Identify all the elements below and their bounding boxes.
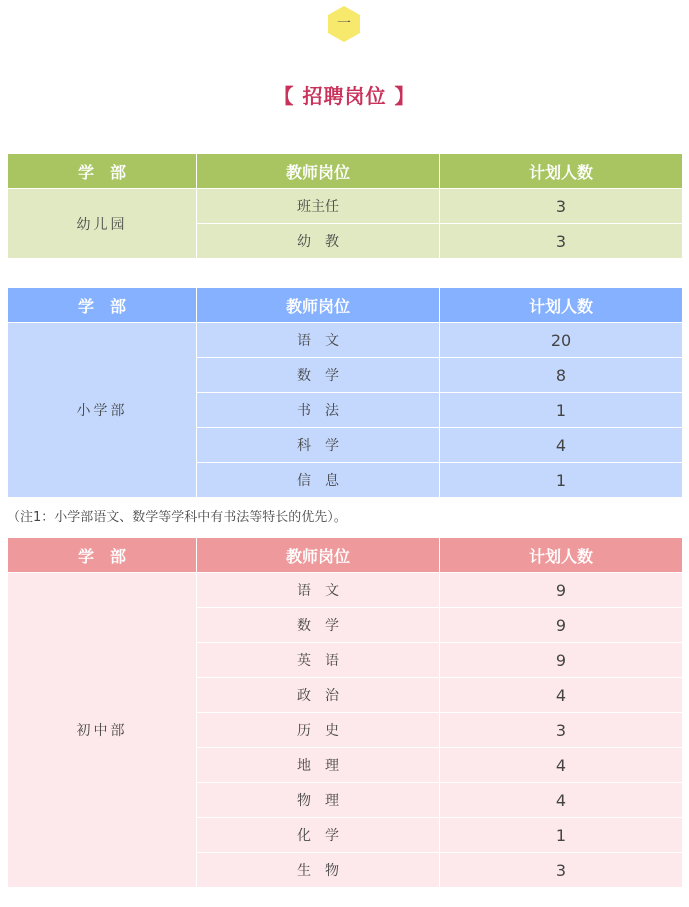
header-position: 教师岗位: [197, 288, 440, 323]
table-row: [8, 573, 683, 608]
count-cell: 9: [440, 573, 683, 608]
table-row: [8, 189, 683, 224]
footnote: （注1：小学部语文、数学等学科中有书法等特长的优先）。: [7, 510, 347, 525]
count-cell: 4: [440, 783, 683, 818]
header-count: 计划人数: [440, 288, 683, 323]
position-cell: 数 学: [197, 358, 440, 393]
count-cell: 3: [440, 853, 683, 888]
count-cell: 4: [440, 428, 683, 463]
header-count: 计划人数: [440, 538, 683, 573]
count-cell: 1: [440, 393, 683, 428]
position-cell: 信 息: [197, 463, 440, 498]
primary-school-table: [7, 287, 683, 498]
count-cell: 4: [440, 748, 683, 783]
junior-high-table: [7, 537, 683, 888]
position-cell: 语 文: [197, 573, 440, 608]
header-position: 教师岗位: [197, 154, 440, 189]
header-dept: 学 部: [8, 288, 197, 323]
dept-cell: 初中部: [8, 573, 197, 888]
position-cell: 英 语: [197, 643, 440, 678]
position-cell: 化 学: [197, 818, 440, 853]
position-cell: 生 物: [197, 853, 440, 888]
badge-number: 一: [337, 16, 351, 32]
position-cell: 幼 教: [197, 224, 440, 259]
position-cell: 数 学: [197, 608, 440, 643]
position-cell: 班主任: [197, 189, 440, 224]
count-cell: 1: [440, 818, 683, 853]
count-cell: 9: [440, 643, 683, 678]
position-cell: 语 文: [197, 323, 440, 358]
count-cell: 3: [440, 713, 683, 748]
count-cell: 4: [440, 678, 683, 713]
position-cell: 科 学: [197, 428, 440, 463]
header-position: 教师岗位: [197, 538, 440, 573]
position-cell: 书 法: [197, 393, 440, 428]
header-count: 计划人数: [440, 154, 683, 189]
table-header-row: [8, 538, 683, 573]
position-cell: 物 理: [197, 783, 440, 818]
table-header-row: [8, 288, 683, 323]
header-dept: 学 部: [8, 538, 197, 573]
position-cell: 历 史: [197, 713, 440, 748]
table-header-row: [8, 154, 683, 189]
count-cell: 3: [440, 224, 683, 259]
count-cell: 1: [440, 463, 683, 498]
count-cell: 9: [440, 608, 683, 643]
kindergarten-table: [7, 153, 683, 259]
header-dept: 学 部: [8, 154, 197, 189]
table-row: [8, 323, 683, 358]
dept-cell: 小学部: [8, 323, 197, 498]
page-title: 【 招聘岗位 】: [273, 84, 416, 108]
count-cell: 3: [440, 189, 683, 224]
position-cell: 政 治: [197, 678, 440, 713]
count-cell: 8: [440, 358, 683, 393]
section-number-badge: [328, 6, 360, 42]
count-cell: 20: [440, 323, 683, 358]
dept-cell: 幼儿园: [8, 189, 197, 259]
position-cell: 地 理: [197, 748, 440, 783]
